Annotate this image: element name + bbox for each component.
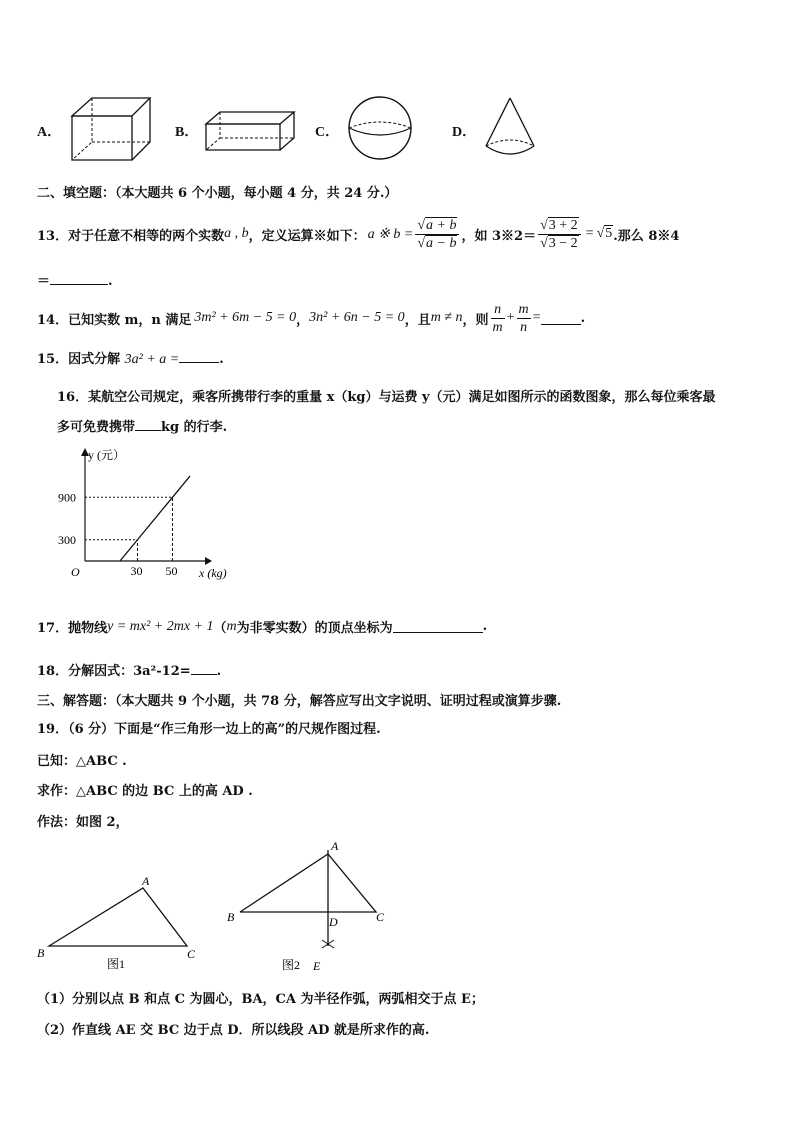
x-tick-label: 30 [130,564,143,578]
section-2-heading: 二、填空题：（本大题共 6 个小题，每小题 4 分，共 24 分.） [37,186,398,201]
q15-number: 15． [37,352,69,367]
q19-stem: 19．（6 分）下面是“作三角形一边上的高”的尺规作图过程. [37,722,381,737]
question-17 [37,617,487,636]
question-14 [37,300,585,336]
q14-f2-den: n [520,319,528,335]
q14-equation-1: 3m² + 6m − 5 = 0 [194,310,297,325]
freight-function-graph [55,444,240,584]
q14-plus: + [506,310,515,325]
q15-answer-blank [179,350,219,363]
q14-f1-num: n [491,301,505,319]
q17-end: . [482,619,488,634]
q17-number: 17． [37,621,69,636]
q17-answer-blank [393,620,483,633]
q18-text: 18．分解因式：3a²-12= [37,664,191,679]
q19-given: 已知：△ABC . [37,754,127,769]
option-c-label: C． [315,125,340,140]
q15-expression: 3a² + a = [124,352,180,367]
q14-number: 14． [37,312,69,328]
q13-den-expr: a − b [426,235,457,251]
fig1-label-b: B [37,946,45,960]
q13-number: 13． [37,228,69,244]
q19-find: 求作：△ABC 的边 BC 上的高 AD . [37,784,253,799]
q13-definition-fraction: $\frac{√a + b}{√a - b}$ [415,217,459,252]
q13-ex-num: 3 + 2 [548,217,578,233]
fig2-label-e: E [313,959,321,973]
q14-text-3: ，则 [462,312,489,328]
fig1-label-c: C [187,947,196,961]
freight-line [120,476,190,561]
q14-equation-2: 3n² + 6n − 5 = 0 [309,310,405,325]
fig2-label-b: B [227,910,235,924]
q13-lhs: a ※ b = [367,226,414,242]
fig1-caption: 图1 [107,957,126,971]
y-axis-label: y (元） [88,448,125,462]
q14-text-2: ，且 [404,312,431,328]
cone-figure [483,96,539,160]
q13-text-4: .那么 8※4 [613,228,680,244]
q14-f1-den: m [492,319,503,335]
q13-ex-den: 3 − 2 [548,235,578,251]
rectangular-prism-figure [204,110,296,152]
q14-condition: m ≠ n [430,310,463,325]
q13-ex-result: 5 [605,226,613,241]
q14-fraction-1 [491,301,505,336]
origin-label: O [71,565,80,579]
q14-sep: ， [296,312,310,328]
q18-answer-blank [191,662,217,675]
fig2-label-c: C [376,910,385,924]
x-axis-label: x (kg) [199,566,227,580]
q19-method: 作法：如图 2， [37,815,129,830]
triangle-figure-2 [222,836,397,976]
q17-expression: y = mx² + 2mx + 1 [107,618,214,634]
q13-line-2: ＝ . [37,274,113,289]
q13-example-fraction: $\frac{√3 + 2}{√3 - 2}$ [538,217,581,252]
fig1-label-a: A [142,874,150,888]
q13-answer-blank [50,272,108,285]
question-13: 13． 对于任意不相等的两个实数 a , b ，定义运算※如下： a ※ b = $\frac{√a + b}{√a - b}$ ，如 3※2＝ $\frac{√3 + 2}{√3 - 2}$ = √5 .那么 8※4 [37,217,680,251]
q14-end: . [580,310,586,326]
q16-text-a: 多可免费携带 [57,420,136,435]
q19-step-2: （2）作直线 AE 交 BC 边于点 D．所以线段 AD 就是所求作的高. [37,1023,430,1038]
fig2-label-d: D [329,915,338,929]
option-d-label: D． [452,125,477,140]
y-tick-label: 900 [58,490,76,505]
q16-line-1: 16．某航空公司规定，乘客所携带行李的重量 x（kg）与运费 y（元）满足如图所示的函数图象，那么每位乘客最 [57,390,716,405]
q19-step-1: （1）分别以点 B 和点 C 为圆心，BA，CA 为半径作弧，两弧相交于点 E； [37,992,484,1007]
y-tick-label: 300 [58,532,76,547]
q13-ex-eq: = [585,226,594,241]
q17-text-2: （ [213,621,227,636]
q13-text-2: ，定义运算※如下： [248,228,366,244]
x-tick-label: 50 [165,564,178,578]
q17-m: m [226,618,237,634]
option-b-label: B． [175,125,199,140]
q16-line-2 [57,416,227,435]
question-18 [37,660,221,679]
q14-text-1: 已知实数 m，n 满足 [68,312,192,328]
fig2-caption: 图2 [282,958,301,972]
sphere-figure [346,96,416,162]
q14-f2-num: m [518,301,529,317]
q17-text-3: 为非零实数）的顶点坐标为 [236,621,393,636]
q15-end: . [219,352,224,367]
q16-text-b: kg 的行李. [161,420,228,435]
q13-vars: a , b [224,226,249,241]
q16-answer-blank [135,418,161,431]
q13-text-1: 对于任意不相等的两个实数 [68,228,225,244]
triangle-abc [49,888,187,946]
question-15 [37,348,224,368]
q13-equals: ＝ [37,274,51,289]
q14-eq: = [532,310,541,325]
cube-figure [70,96,152,162]
section-3-heading: 三、解答题：（本大题共 9 个小题，共 78 分，解答应写出文字说明、证明过程或演算步骤. [37,694,562,709]
triangle-abc-sides [240,854,376,912]
q14-fraction-2 [517,301,531,336]
x-axis-arrow [205,557,212,565]
q18-end: . [216,664,222,679]
q13-text-3: ，如 3※2＝ [461,228,537,244]
triangle-figure-1 [35,872,210,972]
fig2-label-a: A [331,839,339,853]
q17-text-1: 抛物线 [68,621,108,636]
q14-answer-blank [541,312,581,325]
q13-num-expr: a + b [426,217,457,233]
q15-text-1: 因式分解 [68,352,121,367]
option-a-label: A． [37,125,62,140]
